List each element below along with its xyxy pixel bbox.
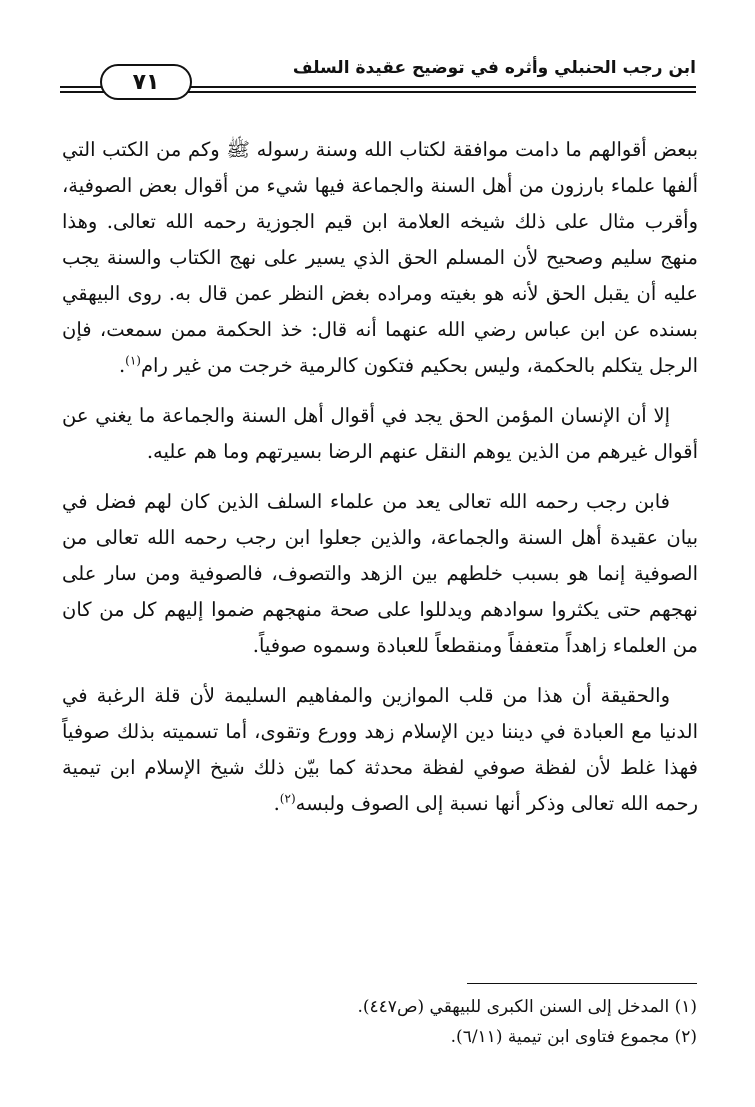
paragraph-3: فابن رجب رحمه الله تعالى يعد من علماء السلف الذين كان لهم فضل في بيان عقيدة أهل السنة والجماعة، والذين جعلوا ابن رجب رحمه الله تعالى من الصوفية إنما هو بسبب خلطهم بين الزهد والتصوف، فالصوفية ومن سار على نهجهم حتى يكثروا سوادهم ويدللوا على صحة منهجهم ضموا إليهم كل من كان من العلماء زاهداً متعففاً ومنقطعاً للعبادة وسموه صوفياً.	[62, 490, 698, 657]
running-title: ابن رجب الحنبلي وأثره في توضيح عقيدة السلف	[292, 58, 696, 78]
footnote-2: (٢) مجموع فتاوى ابن تيمية (٦/١١).	[450, 1027, 697, 1047]
footnote-ref-2: (٢)	[279, 791, 296, 806]
footnotes	[61, 992, 697, 1052]
footnote-ref-1: (١)	[125, 353, 141, 368]
page-number: ٧١	[100, 64, 192, 100]
paragraph-2: إلا أن الإنسان المؤمن الحق يجد في أقوال أهل السنة والجماعة ما يغني عن أقوال غيرهم من الذين يوهم النقل عنهم الرضا بسيرتهم وما هم عليه.	[62, 404, 698, 463]
body-text	[62, 132, 698, 836]
paragraph-1-end: .	[118, 354, 126, 377]
footnote-1: (١) المدخل إلى السنن الكبرى للبيهقي (ص٤٤٧).	[357, 997, 697, 1017]
page-header	[60, 48, 696, 98]
paragraph-4	[62, 678, 698, 822]
paragraph-4-end: .	[273, 792, 280, 815]
paragraph-4-text: والحقيقة أن هذا من قلب الموازين والمفاهيم السليمة لأن قلة الرغبة في الدنيا مع العبادة في ديننا دين الإسلام زهد وورع وتقوى، أما تسميته بذلك صوفياً فهذا غلط لأن لفظة صوفي لفظة محدثة كما بيّن ذلك شيخ الإسلام ابن تيمية رحمه الله تعالى وذكر أنها نسبة إلى الصوف ولبسه	[62, 684, 698, 815]
paragraph-1-text: ببعض أقوالهم ما دامت موافقة لكتاب الله وسنة رسوله ﷺ وكم من الكتب التي ألفها علماء بارزون من أهل السنة والجماعة فيها شيء من أقوال بعض الصوفية، وأقرب مثال على ذلك شيخه العلامة ابن قيم الجوزية رحمه الله تعالى. وهذا منهج سليم وصحيح لأن المسلم الحق الذي يسير على نهج الكتاب والسنة يجب عليه أن يقبل الحق لأنه هو بغيته ومراده بغض النظر عمن قال به. روى البيهقي بسنده عن ابن عباس رضي الله عنهما أنه قال: خذ الحكمة ممن سمعت، فإن الرجل يتكلم بالحكمة، وليس بحكيم فتكون كالرمية خرجت من غير رام	[62, 138, 698, 377]
paragraph-1	[62, 132, 698, 384]
footnote-separator	[467, 983, 697, 984]
